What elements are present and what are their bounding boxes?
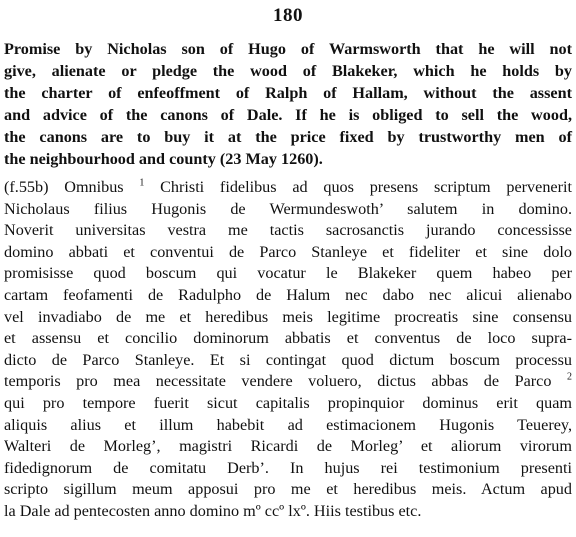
body-line bbox=[4, 371, 572, 393]
body-line: domino abbati et conventui de Parco Stanleye et fideliter et sine dolo bbox=[4, 242, 572, 261]
page-number: 180 bbox=[273, 5, 303, 26]
body-line: vel invadiabo de me et heredibus meis legitime procreatis sine consensu bbox=[4, 307, 572, 326]
body-line: aliquis alius et illum habebit ad estimacionem Hugonis Teuerey, bbox=[4, 415, 572, 434]
body-line: la Dale ad pentecosten anno domino mº ccº lxº. Hiis testibus etc. bbox=[4, 501, 422, 520]
body-line-text: temporis pro mea necessitate vendere voluero, dictus abbas de Parco bbox=[4, 372, 552, 391]
document-heading bbox=[4, 38, 572, 170]
charter-text bbox=[4, 177, 572, 523]
body-line: Nicholaus filius Hugonis de Wermundeswoth’ salutem in domino. bbox=[4, 199, 572, 218]
body-line: cartam feofamenti de Radulpho de Halum nec dabo nec alicui alienabo bbox=[4, 285, 572, 304]
heading-line: the canons are to buy it at the price fixed by trustworthy men of bbox=[4, 128, 572, 146]
body-line: et assensu et concilio dominorum abbatis et conventus de loco supra- bbox=[4, 329, 572, 348]
body-line: qui pro tempore fuerit sicut capitalis propinquior dominus erit quam bbox=[4, 393, 572, 412]
heading-line: Promise by Nicholas son of Hugo of Warmsworth that he will not bbox=[4, 40, 572, 58]
body-line: promisisse quod boscum qui vocatur le Blakeker quem habeo per bbox=[4, 264, 572, 283]
heading-line: and advice of the canons of Dale. If he is obliged to sell the wood, bbox=[4, 106, 572, 124]
body-line: Walteri de Morleg’, magistri Ricardi de Morleg’ et aliorum virorum bbox=[4, 437, 572, 456]
body-line-text: Christi fidelibus ad quos presens scriptum pervenerit bbox=[144, 178, 572, 196]
heading-line: the charter of enfeoffment of Ralph of Hallam, without the assent bbox=[4, 84, 572, 102]
body-line bbox=[4, 177, 572, 199]
body-line: dicto de Parco Stanleye. Et si contingat quod dictum boscum processu bbox=[4, 350, 572, 369]
body-line: fidedignorum de comitatu Derb’. In hujus rei testimonium presenti bbox=[4, 458, 572, 477]
footnote-marker: 1 bbox=[139, 177, 145, 189]
heading-line: give, alienate or pledge the wood of Blakeker, which he holds by bbox=[4, 62, 572, 80]
body-line: scripto sigillum meum apposui pro me et heredibus meis. Actum apud bbox=[4, 480, 572, 499]
body-line: Noverit universitas vestra me tactis sacrosanctis jurando concessisse bbox=[4, 221, 572, 240]
folio-reference: (f.55b) Omnibus bbox=[4, 178, 124, 196]
footnote-marker: 2 bbox=[567, 371, 572, 383]
heading-line: the neighbourhood and county (23 May 1260). bbox=[4, 150, 323, 168]
